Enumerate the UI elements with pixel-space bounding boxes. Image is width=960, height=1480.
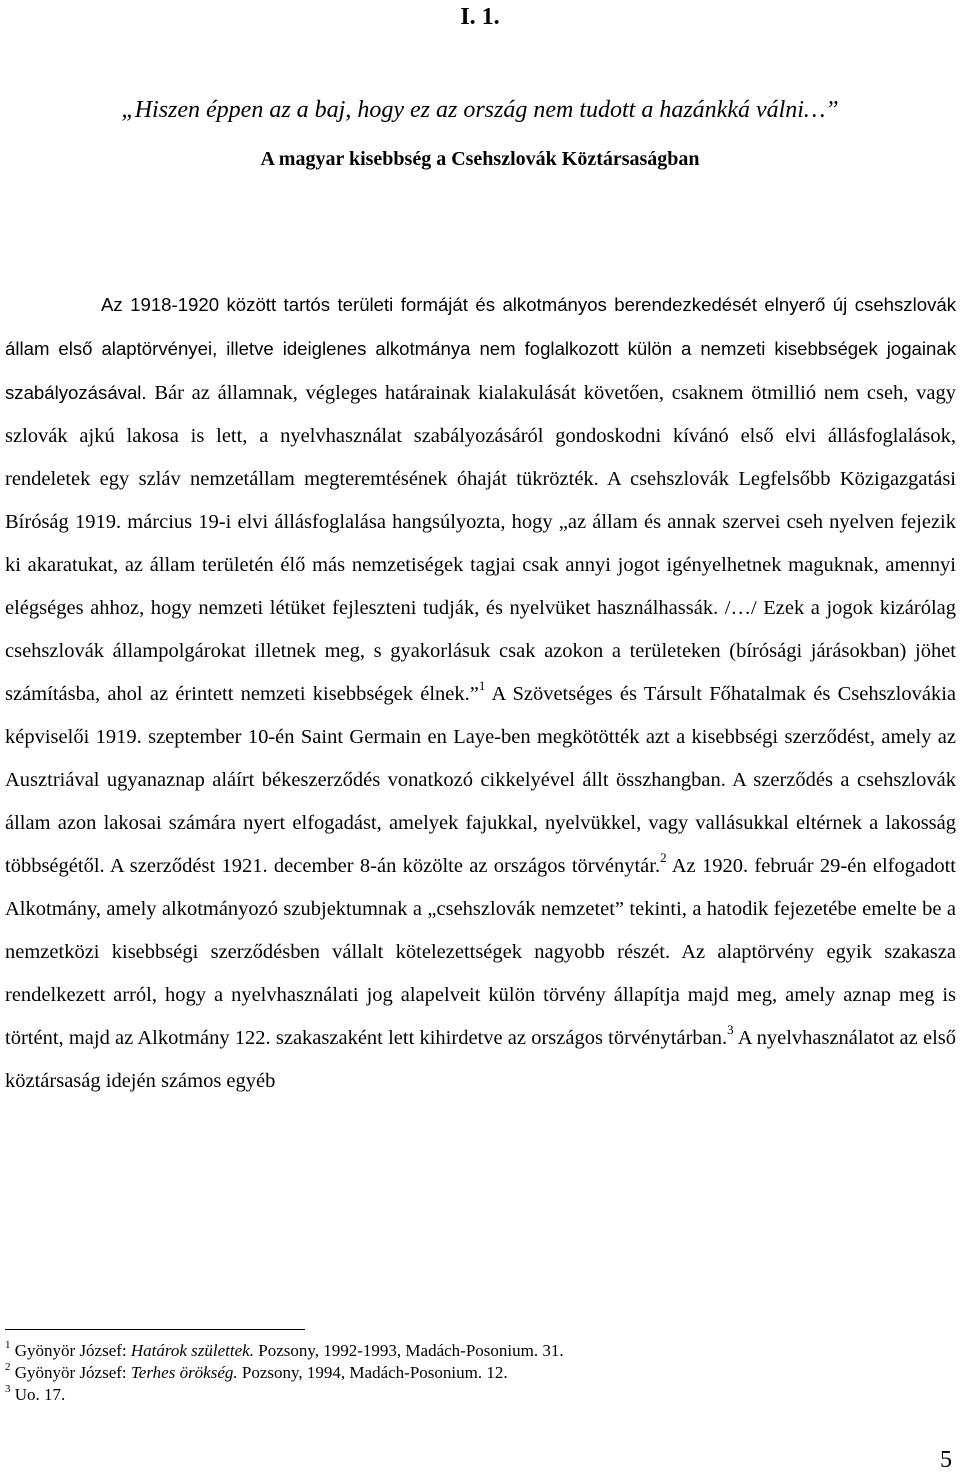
chapter-subtitle: A magyar kisebbség a Csehszlovák Köztársaságban <box>260 148 700 170</box>
footnote-number: 3 <box>5 1383 11 1396</box>
footnote-ref[interactable]: 2 <box>660 850 667 866</box>
footnote-ref[interactable]: 1 <box>478 678 486 694</box>
footnote-separator <box>5 1329 305 1330</box>
footnote-author: Gyönyör József: <box>14 1341 131 1360</box>
footnote-details: Pozsony, 1994, Madách-Posonium. 12. <box>237 1363 508 1382</box>
footnote <box>5 1384 905 1406</box>
footnote <box>5 1362 905 1384</box>
paragraph-part: A Szövetséges és Társult Főhatalmak és Csehszlovákia képviselői 1919. szeptember 10-én Saint Germain en Laye-ben megkötötték azt a kisebbségi szerződést, amely az Ausztriával ugyanaznap aláírt békeszerződés vonatkozó cikkelyével állt összhangban. A szerződés a csehszlovák állam azon lakosai számára nyert elfogadást, amelyek fajukkal, nyelvükkel, vagy vallásukkal eltérnek a lakosság többségétől. A szerződést 1921. december 8-án közölte az országos törvénytár. <box>5 683 956 877</box>
footnote-author: Uo. 17. <box>14 1385 66 1404</box>
footnote-details: Pozsony, 1992-1993, Madách-Posonium. 31. <box>253 1341 564 1360</box>
chapter-title: „Hiszen éppen az a baj, hogy ez az ország nem tudott a hazánkká válni…” <box>121 97 839 123</box>
footnote-number: 1 <box>5 1339 11 1352</box>
chapter-number: I. 1. <box>460 4 500 30</box>
paragraph-part: Bár az államnak, végleges határainak kialakulását követően, csaknem ötmillió nem cseh, vagy szlovák ajkú lakosa is lett, a nyelvhasználat szabályozásáról gondoskodni kívánó első elvi állásfoglalások, rendeletek egy szláv nemzetállam megteremtésének óhaját tükrözték. A csehszlovák Legfelsőbb Közigazgatási Bíróság 1919. március 19-i elvi állásfoglalása hangsúlyozta, hogy „az állam és annak szervei cseh nyelven fejezik ki akaratukat, az állam területén élő más nemzetiségek tagjai csak annyi jogot igényelhetnek maguknak, amennyi elégséges ahhoz, hogy nemzeti létüket fejleszteni tudják, és nyelvüket használhassák. /…/ Ezek a jogok kizárólag csehszlovák állampolgárokat illetnek meg, s gyakorlásuk csak azokon a területeken (bírósági járásokban) jöhet számításba, ahol az érintett nemzeti kisebbségek élnek.” <box>5 382 956 705</box>
body-text <box>5 283 956 1103</box>
paragraph-lead: Az 1918-1920 között tartós területi formáját és alkotmányos berendezkedését elnyerő új csehszlovák állam első alaptörvényei, illetve ideiglenes alkotmánya nem foglalkozott külön a nemzeti kisebbségek jogainak szabályozásával. <box>5 294 956 403</box>
footnote-work-title: Határok születtek. <box>130 1341 254 1360</box>
footnote-number: 2 <box>5 1361 11 1374</box>
footnote-author: Gyönyör József: <box>14 1363 131 1382</box>
body-paragraph <box>5 283 956 1103</box>
footnote <box>5 1340 905 1362</box>
page-number: 5 <box>940 1447 952 1473</box>
footnote-work-title: Terhes örökség. <box>130 1363 238 1382</box>
paragraph-part: Az 1920. február 29-én elfogadott Alkotmány, amely alkotmányozó szubjektumnak a „csehszlovák nemzetet” tekinti, a hatodik fejezetébe emelte be a nemzetközi kisebbségi szerződésben vállalt kötelezettségek nagyobb részét. Az alaptörvény egyik szakasza rendelkezett arról, hogy a nyelvhasználati jog alapelveit külön törvény állapítja majd meg, amely aznap meg is történt, majd az Alkotmány 122. szakaszaként lett kihirdetve az országos törvénytárban. <box>5 855 956 1049</box>
paragraph-part: A nyelvhasználatot az első köztársaság idején számos egyéb <box>5 1027 956 1092</box>
footnote-ref[interactable]: 3 <box>727 1022 734 1038</box>
footnotes <box>5 1340 905 1406</box>
